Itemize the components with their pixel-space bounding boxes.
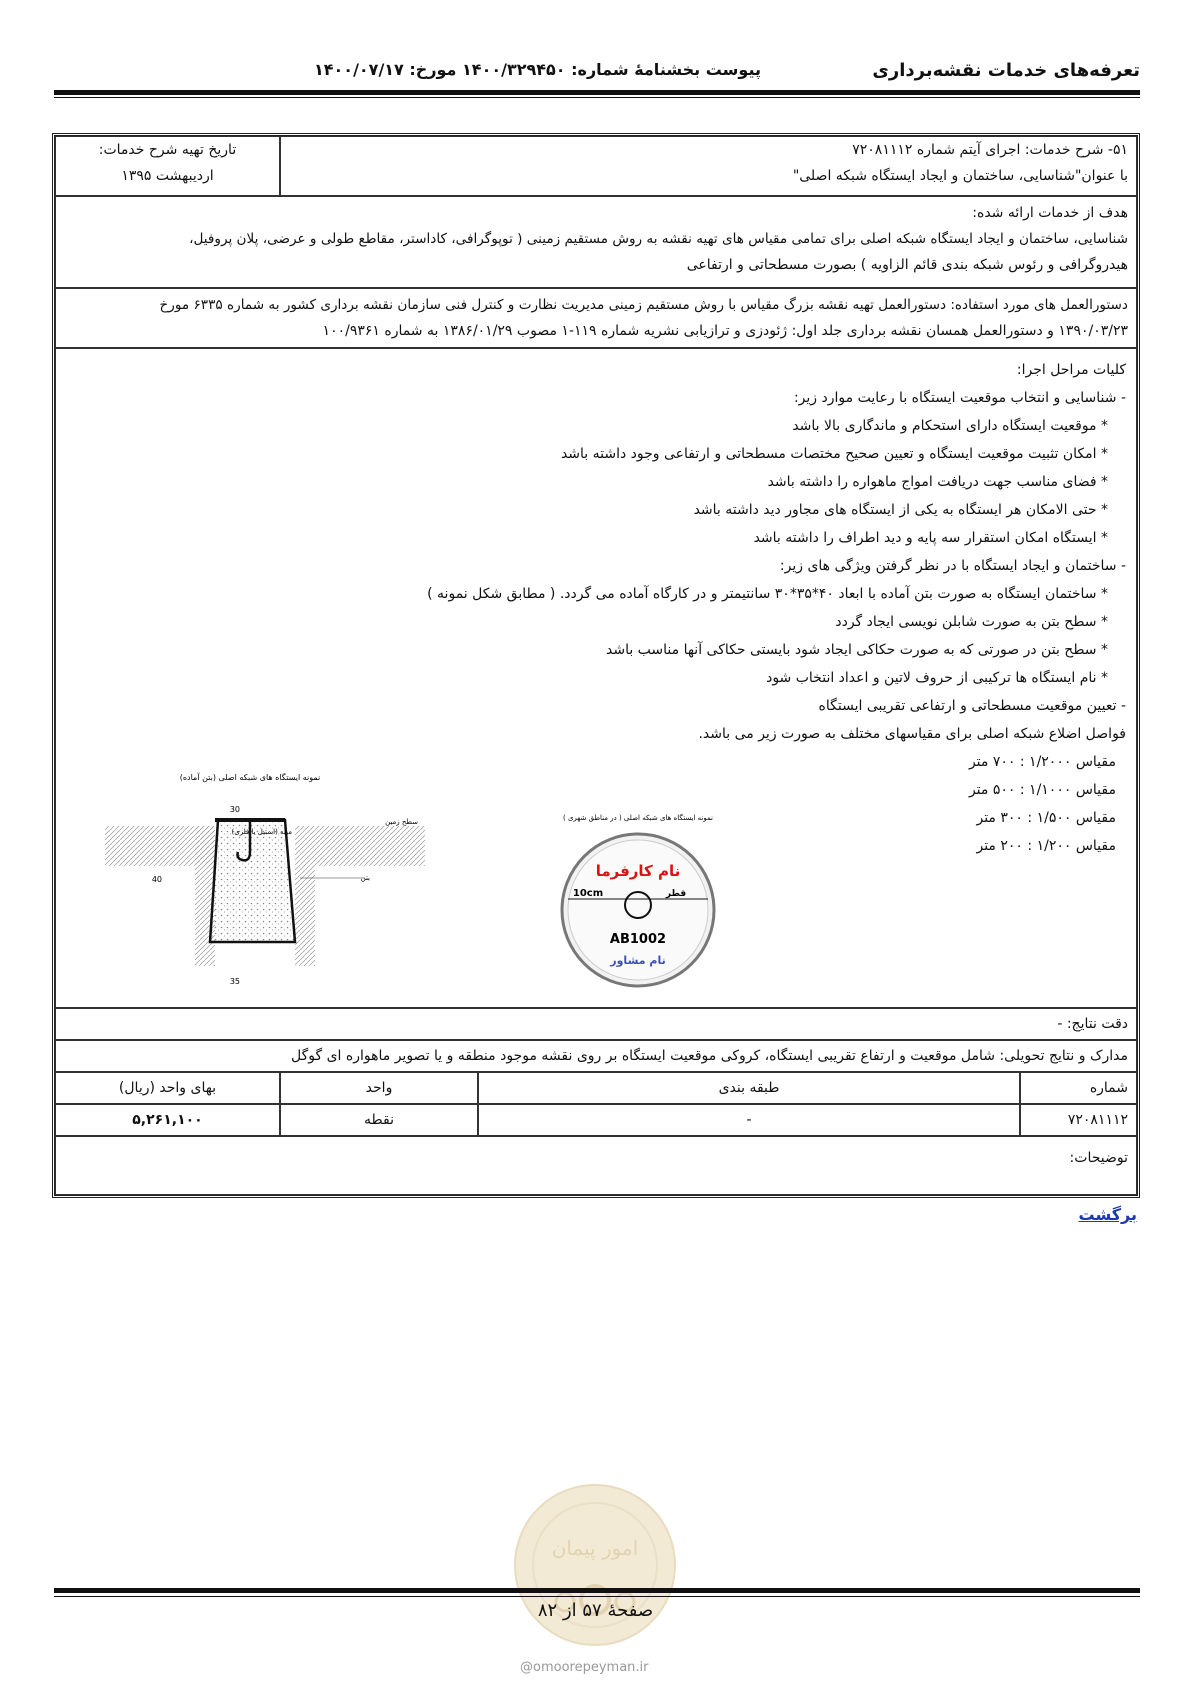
price-cell-price: ۵,۲۶۱,۱۰۰ — [55, 1104, 280, 1136]
accuracy-cell — [55, 1008, 1137, 1040]
steps-label: کلیات مراحل اجرا: — [1016, 362, 1126, 378]
notes-cell — [55, 1136, 1137, 1195]
document-title: تعرفه‌های خدمات نقشه‌برداری — [872, 60, 1140, 81]
header-rule-thick — [54, 90, 1140, 95]
monument-section-figure — [100, 770, 470, 995]
instructions-line2: ۱۳۹۰/۰۳/۲۳ و دستورالعمل همسان نقشه برداری جلد اول: ژئودزی و ترازیابی نشریه شماره ۱۱۹-۱ مصوب ۱۳۸۶/۰۱/۲۹ به شماره ۱۰۰/۹۳۶۱ — [322, 323, 1128, 339]
ground-hatch-wall-right — [295, 826, 315, 966]
goal-line1: شناسایی، ساختمان و ایجاد ایستگاه شبکه اصلی برای تمامی مقیاس های تهیه نقشه به روش مستقیم زمینی ( توپوگرافی، کاداستر، مقاطع طولی و عرضی، پلان پروفیل، — [189, 231, 1128, 247]
dim-bottom: 35 — [229, 977, 240, 986]
step-1b: * امکان تثبیت موقعیت ایستگاه و تعیین صحیح مختصات مسطحاتی و ارتفاعی وجود داشته باشد — [560, 446, 1108, 462]
step-1e: * ایستگاه امکان استقرار سه پایه و دید اطراف را داشته باشد — [753, 530, 1108, 546]
concrete-block — [210, 820, 295, 942]
service-date-value: اردیبهشت ۱۳۹۵ — [121, 168, 214, 184]
step-2c: * سطح بتن در صورتی که به صورت حکاکی ایجاد شود بایستی حکاکی آنها مناسب باشد — [605, 642, 1108, 658]
service-title-cell — [280, 136, 1137, 196]
scale-row: مقیاس ۱/۵۰۰ : ۳۰۰ متر — [976, 810, 1116, 826]
back-link[interactable]: برگشت — [1078, 1205, 1137, 1224]
scale-row: مقیاس ۱/۱۰۰۰ : ۵۰۰ متر — [968, 782, 1116, 798]
step-2b: * سطح بتن به صورت شابلن نویسی ایجاد گردد — [835, 614, 1108, 630]
watermark-logo — [510, 1480, 680, 1650]
page-number: صفحهٔ ۵۷ از ۸۲ — [537, 1600, 654, 1621]
step-2: - ساختمان و ایجاد ایستگاه با در نظر گرفتن ویژگی های زیر: — [779, 558, 1126, 574]
goal-line2: هیدروگرافی و رئوس شبکه بندی قائم الزاویه ) بصورت مسطحاتی و ارتفاعی — [686, 257, 1128, 273]
header-rule-thin — [54, 97, 1140, 98]
label-concrete: بتن — [360, 874, 370, 882]
deliverables-cell — [55, 1040, 1137, 1072]
price-header-class: طبقه بندی — [478, 1072, 1020, 1104]
price-cell-unit: نقطه — [280, 1104, 478, 1136]
accuracy-label: دقت نتایج: - — [1057, 1016, 1128, 1032]
price-header-number: شماره — [1020, 1072, 1137, 1104]
circular-reference: پیوست بخشنامهٔ شماره: ۱۴۰۰/۳۲۹۴۵۰ مورخ: ۱۴۰۰/۰۷/۱۷ — [314, 60, 761, 79]
dim-side: 40 — [151, 875, 162, 884]
deliverables-text: مدارک و نتایج تحویلی: شامل موقعیت و ارتفاع تقریبی ایستگاه، کروکی موقعیت ایستگاه بر روی نقشه موجود منطقه و یا تصویر ماهواره ای گوگل — [290, 1048, 1128, 1064]
goal-cell — [55, 196, 1137, 288]
label-ground: سطح زمین — [385, 818, 418, 826]
diameter-label: قطر — [665, 889, 687, 899]
top-view-title: نمونه ایستگاه های شبکه اصلی ( در مناطق شهری ) — [563, 814, 713, 822]
service-title-line1: ۵۱- شرح خدمات: اجرای آیتم شماره ۷۲۰۸۱۱۱۲ — [852, 142, 1128, 158]
station-top-figure — [538, 808, 738, 1003]
step-1c: * فضای مناسب جهت دریافت امواج ماهواره را داشته باشد — [767, 474, 1108, 490]
price-header-unit: واحد — [280, 1072, 478, 1104]
step-1: - شناسایی و انتخاب موقعیت ایستگاه با رعایت موارد زیر: — [793, 390, 1126, 406]
consultant-name: نام مشاور — [610, 954, 666, 967]
goal-label: هدف از خدمات ارائه شده: — [972, 205, 1128, 221]
instructions-line1: دستورالعمل های مورد استفاده: دستورالعمل تهیه نقشه بزرگ مقیاس با روش مستقیم زمینی مدیریت نظارت و کنترل فنی سازمان نقشه برداری کشور به شماره ۶۳۳۵ مورخ — [159, 297, 1128, 313]
step-1a: * موقعیت ایستگاه دارای استحکام و ماندگاری بالا باشد — [792, 418, 1108, 434]
service-date-label: تاریخ تهیه شرح خدمات: — [98, 142, 237, 158]
label-pin: میله (استیل یا فلزی) — [231, 828, 292, 836]
scale-row: مقیاس ۱/۲۰۰۰ : ۷۰۰ متر — [968, 754, 1116, 770]
footer-rule-thin — [54, 1596, 1140, 1597]
instructions-cell — [55, 288, 1137, 348]
employer-name: نام کارفرما — [595, 862, 681, 880]
price-cell-number: ۷۲۰۸۱۱۱۲ — [1020, 1104, 1137, 1136]
footer-rule-thick — [54, 1588, 1140, 1593]
step-1d: * حتی الامکان هر ایستگاه به یکی از ایستگاه های مجاور دید داشته باشد — [693, 502, 1108, 518]
notes-label: توضیحات: — [1069, 1150, 1128, 1166]
page-header — [54, 56, 1140, 86]
service-date-cell — [55, 136, 280, 196]
site-watermark: @omoorepeyman.ir — [520, 1660, 649, 1675]
station-code: AB1002 — [609, 932, 667, 947]
step-2a: * ساختمان ایستگاه به صورت بتن آماده با ابعاد ۴۰*۳۵*۳۰ سانتیمتر و در کارگاه آماده می گردد. ( مطابق شکل نمونه ) — [427, 586, 1108, 602]
price-header-price: بهای واحد (ریال) — [55, 1072, 280, 1104]
scale-row: مقیاس ۱/۲۰۰ : ۲۰۰ متر — [976, 838, 1116, 854]
watermark-text: امور پیمان — [551, 1536, 639, 1560]
service-title-line2: با عنوان"شناسایی، ساختمان و ایجاد ایستگاه شبکه اصلی" — [792, 168, 1128, 184]
step-3: - تعیین موقعیت مسطحاتی و ارتفاعی تقریبی ایستگاه — [818, 698, 1126, 714]
section-title: نمونه ایستگاه های شبکه اصلی (بتن آماده) — [179, 773, 321, 782]
step-4: فواصل اضلاع شبکه اصلی برای مقیاسهای مختلف به صورت زیر می باشد. — [698, 726, 1126, 742]
diameter-value: 10cm — [572, 888, 604, 899]
price-cell-class: - — [478, 1104, 1020, 1136]
step-2d: * نام ایستگاه ها ترکیبی از حروف لاتین و اعداد انتخاب شود — [766, 670, 1108, 686]
dim-top: 30 — [229, 805, 240, 814]
ground-hatch-right — [315, 826, 425, 866]
